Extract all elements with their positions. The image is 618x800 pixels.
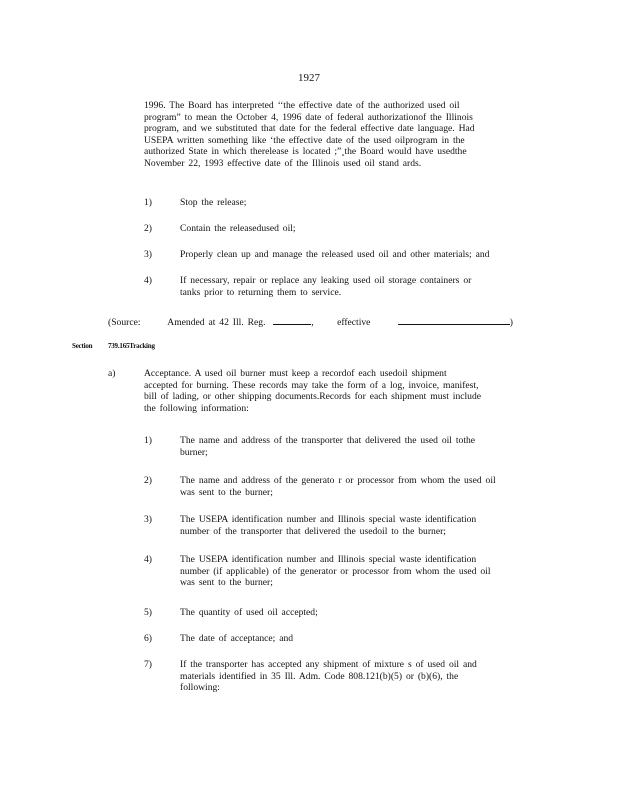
source-effective: effective bbox=[337, 317, 371, 328]
list-text: If the transporter has accepted any shipment of mixture s of used oil and bbox=[180, 659, 477, 670]
list-text: The name and address of the transporter that delivered the used oil tothe bbox=[180, 435, 476, 446]
list-number: 2) bbox=[144, 475, 152, 486]
list-number: 4) bbox=[144, 554, 152, 565]
subsection-line: the following information: bbox=[144, 402, 249, 414]
source-close: ) bbox=[509, 317, 513, 328]
list-number: 6) bbox=[144, 633, 152, 644]
subsection-line: Acceptance. A used oil burner must keep a recordof each usedoil shipment bbox=[144, 368, 447, 379]
list-number: 3) bbox=[144, 249, 152, 260]
list-text: If necessary, repair or replace any leaking used oil storage containers or bbox=[180, 275, 472, 286]
list-text: number (if applicable) of the generator or processor from whom the used oil bbox=[180, 565, 491, 577]
list-number: 1) bbox=[144, 197, 152, 208]
intro-line: 1996. The Board has interpreted ‘‘the effective date of the authorized used oil bbox=[144, 100, 460, 111]
list-text: The quantity of used oil accepted; bbox=[180, 607, 318, 618]
section-label: Section bbox=[72, 342, 93, 350]
intro-line: USEPA written something like ‘the effective date of the used oilprogram in the bbox=[144, 134, 465, 146]
list-text: burner; bbox=[180, 446, 208, 458]
list-text: The USEPA identification number and Illinois special waste identification bbox=[180, 554, 477, 565]
effective-date-blank bbox=[398, 315, 510, 325]
intro-line: authorized State in which therelease is located ;”¸the Board would have usedthe bbox=[144, 146, 467, 158]
page-number: 1927 bbox=[298, 72, 320, 84]
list-text: following: bbox=[180, 682, 220, 694]
intro-line: program, and we substituted that date for the federal effective date language. Had bbox=[144, 123, 475, 135]
list-text: Stop the release; bbox=[180, 197, 247, 208]
list-number: 1) bbox=[144, 435, 152, 446]
list-text: was sent to the burner; bbox=[180, 486, 273, 498]
source-comma: , bbox=[311, 317, 314, 328]
list-number: 7) bbox=[144, 659, 152, 670]
intro-paragraph bbox=[144, 100, 542, 170]
subsection-line: accepted for burning. These records may take the form of a log, invoice, manifest, bbox=[144, 379, 479, 391]
list-text: number of the transporter that delivered the usedoil to the burner; bbox=[180, 525, 446, 537]
list-number: 2) bbox=[144, 223, 152, 234]
subsection-label: a) bbox=[108, 368, 116, 379]
list-number: 5) bbox=[144, 607, 152, 618]
intro-line: program” to mean the October 4, 1996 date of federal authorizationof the Illinois bbox=[144, 111, 473, 123]
section-heading bbox=[72, 342, 155, 350]
list-number: 3) bbox=[144, 514, 152, 525]
list-number: 4) bbox=[144, 275, 152, 286]
section-title: 739.165Tracking bbox=[107, 342, 155, 350]
list-text: was sent to the burner; bbox=[180, 577, 273, 589]
list-text: The date of acceptance; and bbox=[180, 633, 294, 644]
intro-line: November 22, 1993 effective date of the Illinois used oil stand ards. bbox=[144, 157, 422, 169]
subsection-line: bill of lading, or other shipping documents.Records for each shipment must include bbox=[144, 391, 482, 403]
source-amended: Amended at 42 Ill. Reg. bbox=[167, 317, 266, 328]
list-text: The name and address of the generato r or processor from whom the used oil bbox=[180, 475, 496, 486]
list-text: materials identified in 35 Ill. Adm. Code 808.121(b)(5) or (b)(6), the bbox=[180, 670, 459, 682]
list-text: tanks prior to returning them to service. bbox=[180, 286, 342, 298]
source-prefix: (Source: bbox=[108, 317, 141, 328]
list-text: The USEPA identification number and Illinois special waste identification bbox=[180, 514, 477, 525]
list-text: Properly clean up and manage the released used oil and other materials; and bbox=[180, 249, 490, 260]
register-blank bbox=[273, 315, 311, 325]
list-text: Contain the releasedused oil; bbox=[180, 223, 296, 234]
source-note bbox=[108, 315, 513, 329]
